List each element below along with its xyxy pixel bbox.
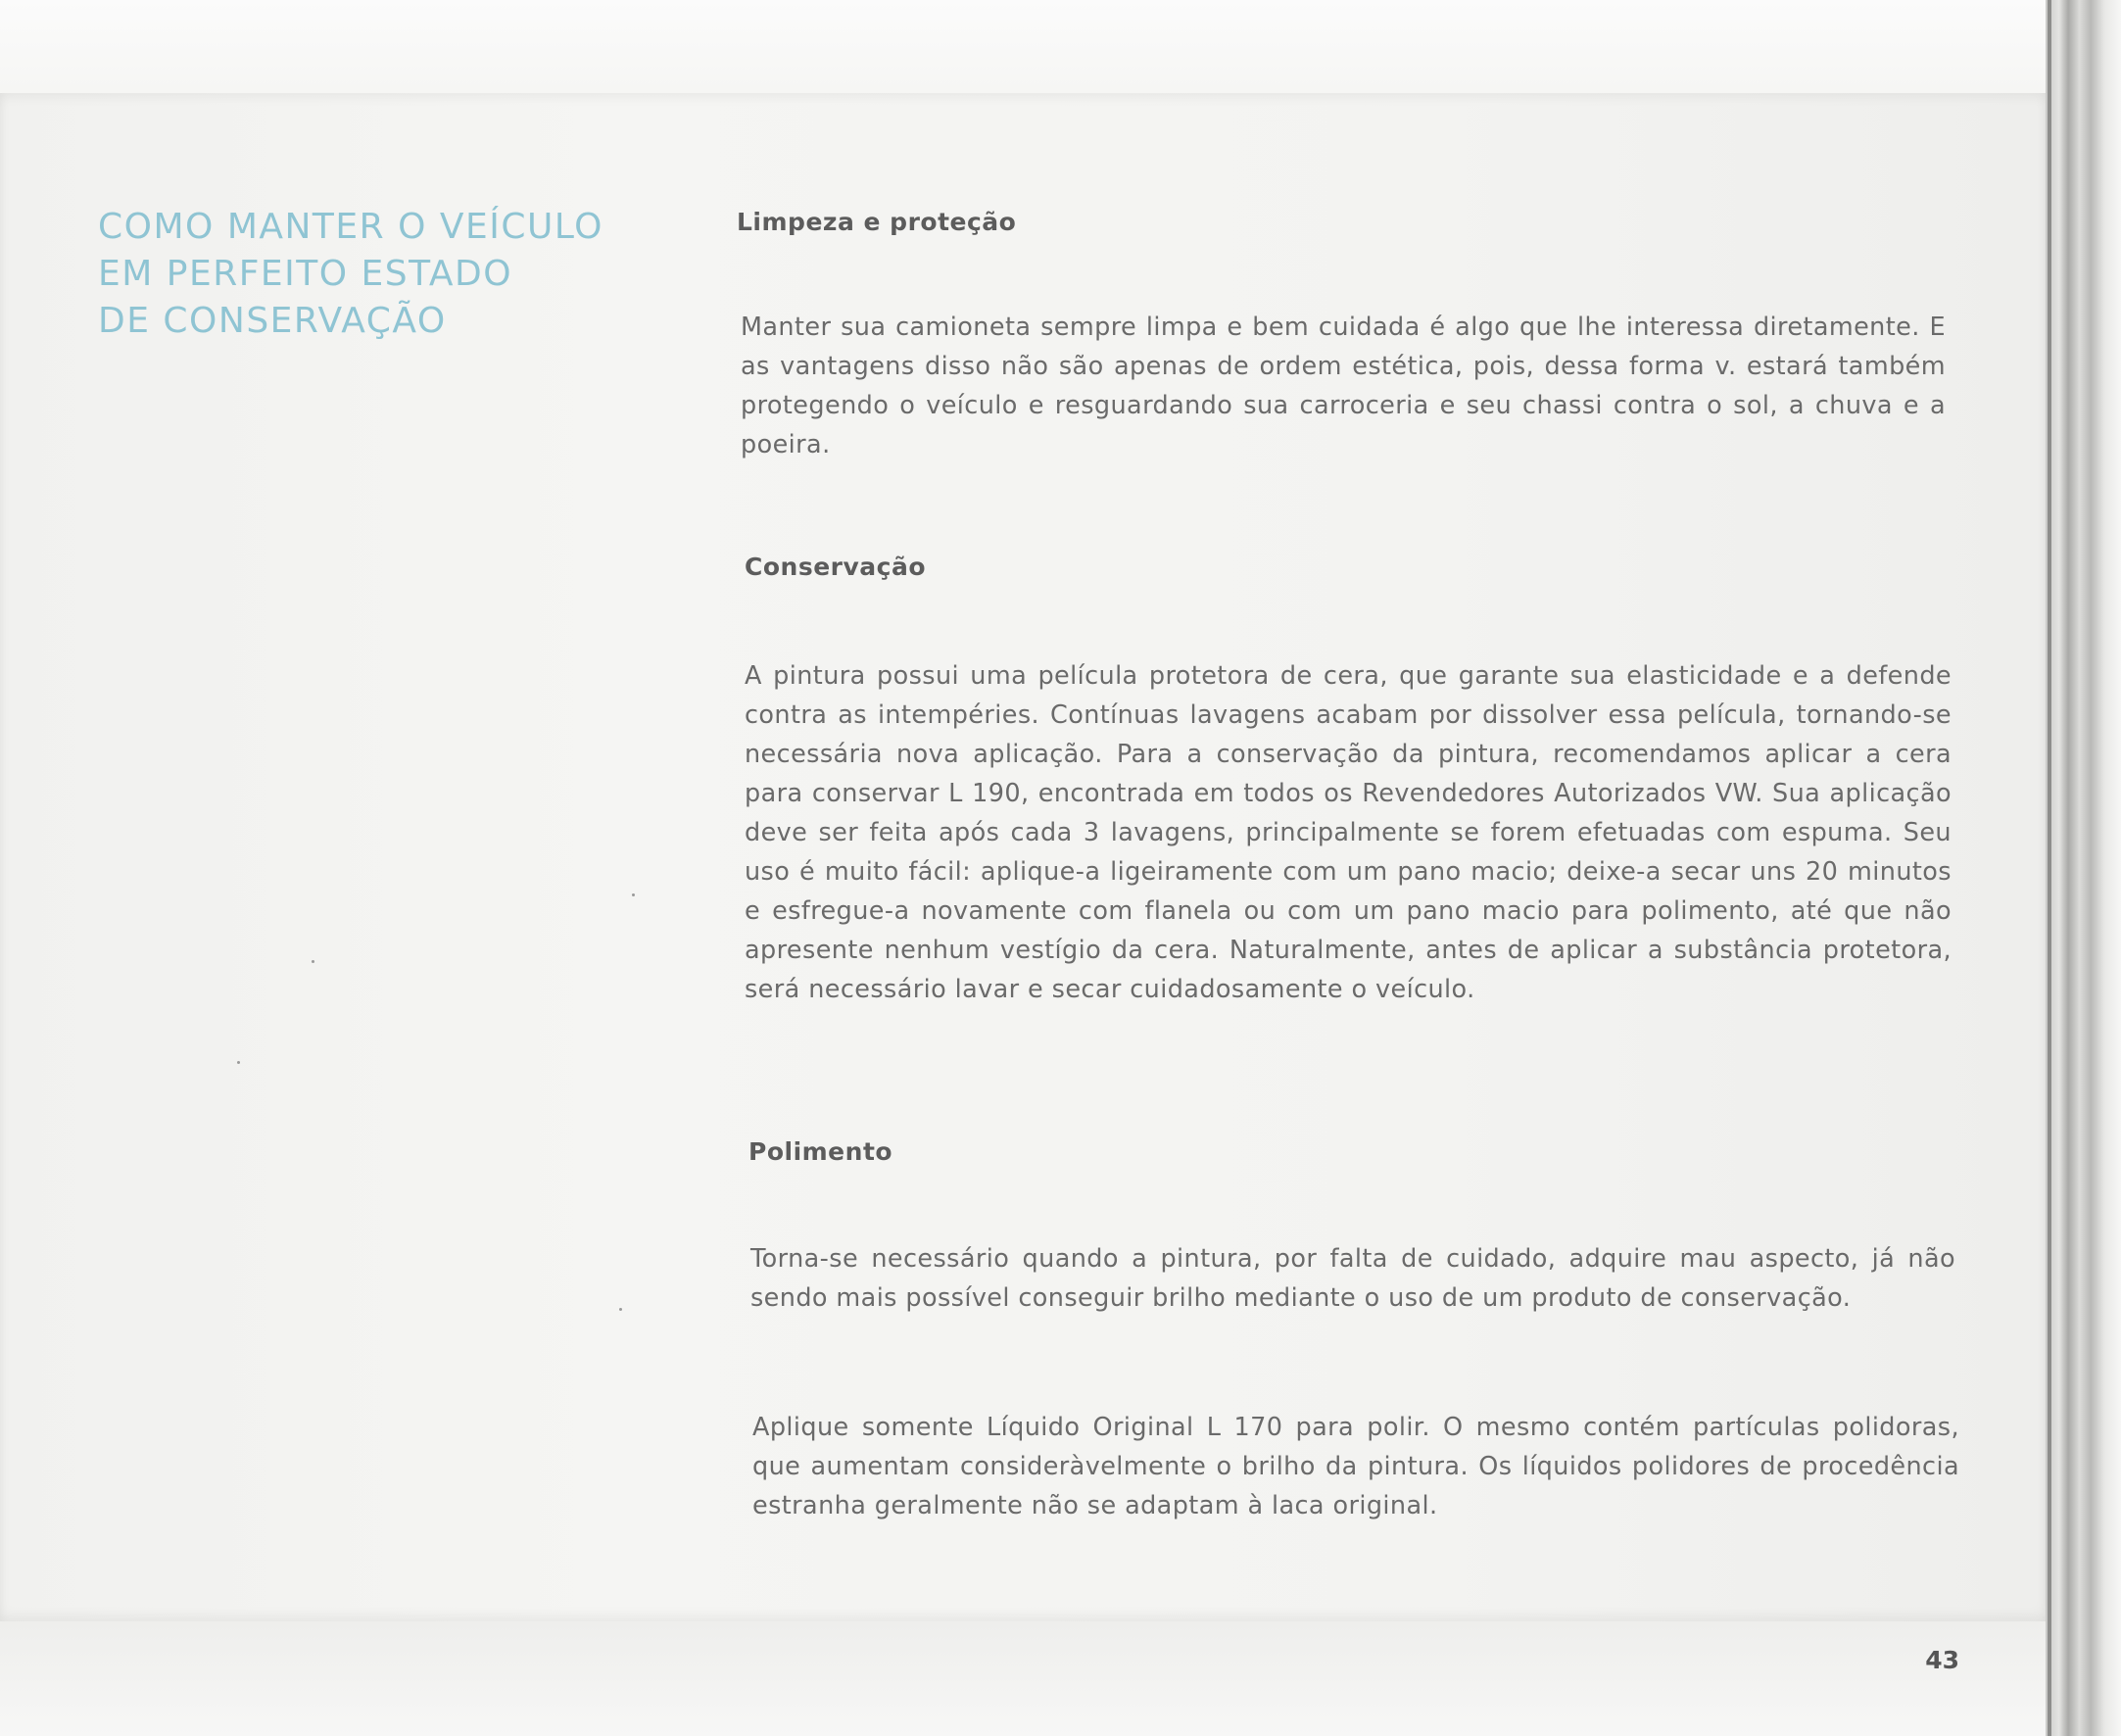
- scan-background-top: [0, 0, 2121, 93]
- paragraph-limpeza: Manter sua camioneta sempre limpa e bem cuidada é algo que lhe interessa diretamente. E as vantagens disso não são apenas de ordem estética, pois, dessa forma v. estará também protegendo o veículo e resguardando sua carroceria e seu chassi contra o sol, a chuva e a poeira.: [741, 313, 1946, 459]
- section-title: [98, 204, 705, 345]
- print-speck: [632, 893, 635, 896]
- print-speck: [312, 960, 314, 963]
- section-title-line-3: DE CONSERVAÇÃO: [98, 301, 447, 341]
- page-edge-line: [2048, 0, 2051, 1736]
- book-page: [0, 93, 2046, 1674]
- page-number: 43: [1925, 1646, 1959, 1674]
- section-title-line-1: COMO MANTER O VEÍCULO: [98, 207, 603, 247]
- print-speck: [237, 1061, 240, 1064]
- book-spine-edge: [2046, 0, 2121, 1736]
- print-speck: [619, 1308, 622, 1311]
- paragraph-conservacao: A pintura possui uma película protetora de cera, que garante sua elasticidade e a defende contra as intempéries. Contínuas lavagens acabam por dissolver essa película, tornando-se necessária nova aplicação. Para a conservação da pintura, recomendamos aplicar a cera para conservar L 190, encontrada em todos os Revendedores Autorizados VW. Sua aplicação deve ser feita após cada 3 lavagens, principalmente se forem efetuadas com espuma. Seu uso é muito fácil: aplique-a ligeiramente com um pano macio; deixe-a secar uns 20 minutos e esfregue-a novamente com flanela ou com um pano macio para polimento, até que não apresente nenhum vestígio da cera. Naturalmente, antes de aplicar a substância protetora, será necessário lavar e secar cuidadosamente o veículo.: [745, 661, 1952, 1004]
- heading-limpeza: Limpeza e proteção: [737, 208, 1017, 236]
- heading-polimento: Polimento: [748, 1137, 893, 1166]
- paragraph-polimento-1: Torna-se necessário quando a pintura, por falta de cuidado, adquire mau aspecto, já não sendo mais possível conseguir brilho mediante o uso de um produto de conservação.: [750, 1244, 1955, 1313]
- paragraph-polimento-2: Aplique somente Líquido Original L 170 para polir. O mesmo contém partículas polidoras, que aumentam consideràvelmente o brilho da pintura. Os líquidos polidores de procedência estranha geralmente não se adaptam à laca original.: [752, 1413, 1959, 1520]
- scan-background-bottom: [0, 1621, 2121, 1736]
- section-title-line-2: EM PERFEITO ESTADO: [98, 254, 513, 294]
- heading-conservacao: Conservação: [745, 553, 927, 581]
